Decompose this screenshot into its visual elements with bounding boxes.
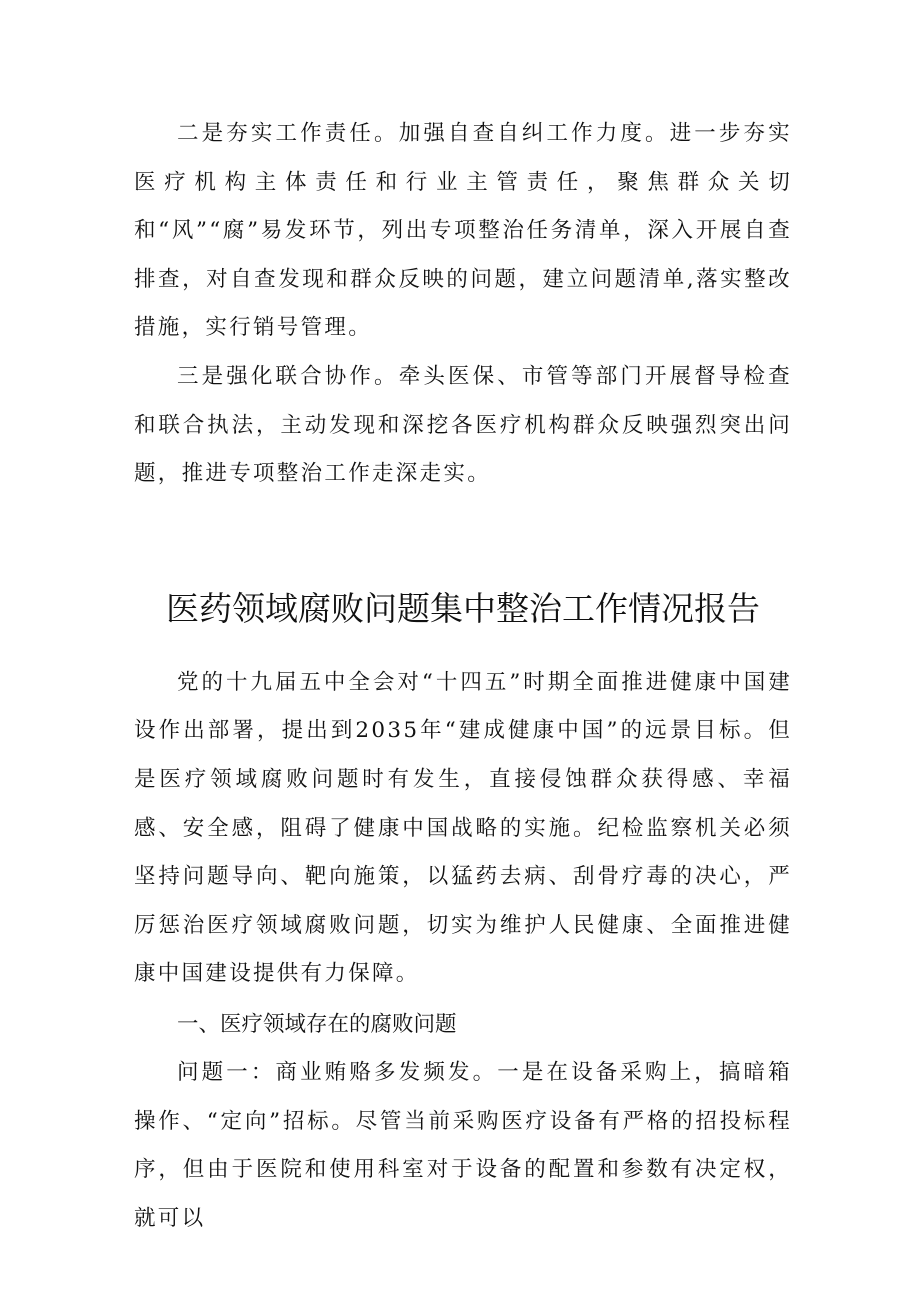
section-heading: 一、医疗领域存在的腐败问题 xyxy=(177,1011,457,1037)
document-body xyxy=(134,110,792,1243)
report-title: 医药领域腐败问题集中整治工作情况报告 xyxy=(166,588,760,628)
paragraph-problem-one: 问题一：商业贿赂多发频发。一是在设备采购上，搞暗箱操作、“定向”招标。尽管当前采购医疗设备有严格的招投标程序，但由于医院和使用科室对于设备的配置和参数有决定权，就可以 xyxy=(134,1059,792,1231)
paragraph-intro: 党的十九届五中全会对“十四五”时期全面推进健康中国建设作出部署，提出到2035年“建成健康中国”的远景目标。但是医疗领域腐败问题时有发生，直接侵蚀群众获得感、幸福感、安全感，阻碍了健康中国战略的实施。纪检监察机关必须坚持问题导向、靶向施策，以猛药去病、刮骨疗毒的决心，严厉惩治医疗领域腐败问题，切实为维护人民健康、全面推进健康中国建设提供有力保障。 xyxy=(134,669,792,987)
paragraph-responsibility: 二是夯实工作责任。加强自查自纠工作力度。进一步夯实医疗机构主体责任和行业主管责任，聚焦群众关切和“风”“腐”易发环节，列出专项整治任务清单，深入开展自查排查，对自查发现和群众反映的问题，建立问题清单,落实整改措施，实行销号管理。 xyxy=(134,121,792,341)
paragraph-cooperation: 三是强化联合协作。牵头医保、市管等部门开展督导检查和联合执法，主动发现和深挖各医疗机构群众反映强烈突出问题，推进专项整治工作走深走实。 xyxy=(134,363,792,487)
